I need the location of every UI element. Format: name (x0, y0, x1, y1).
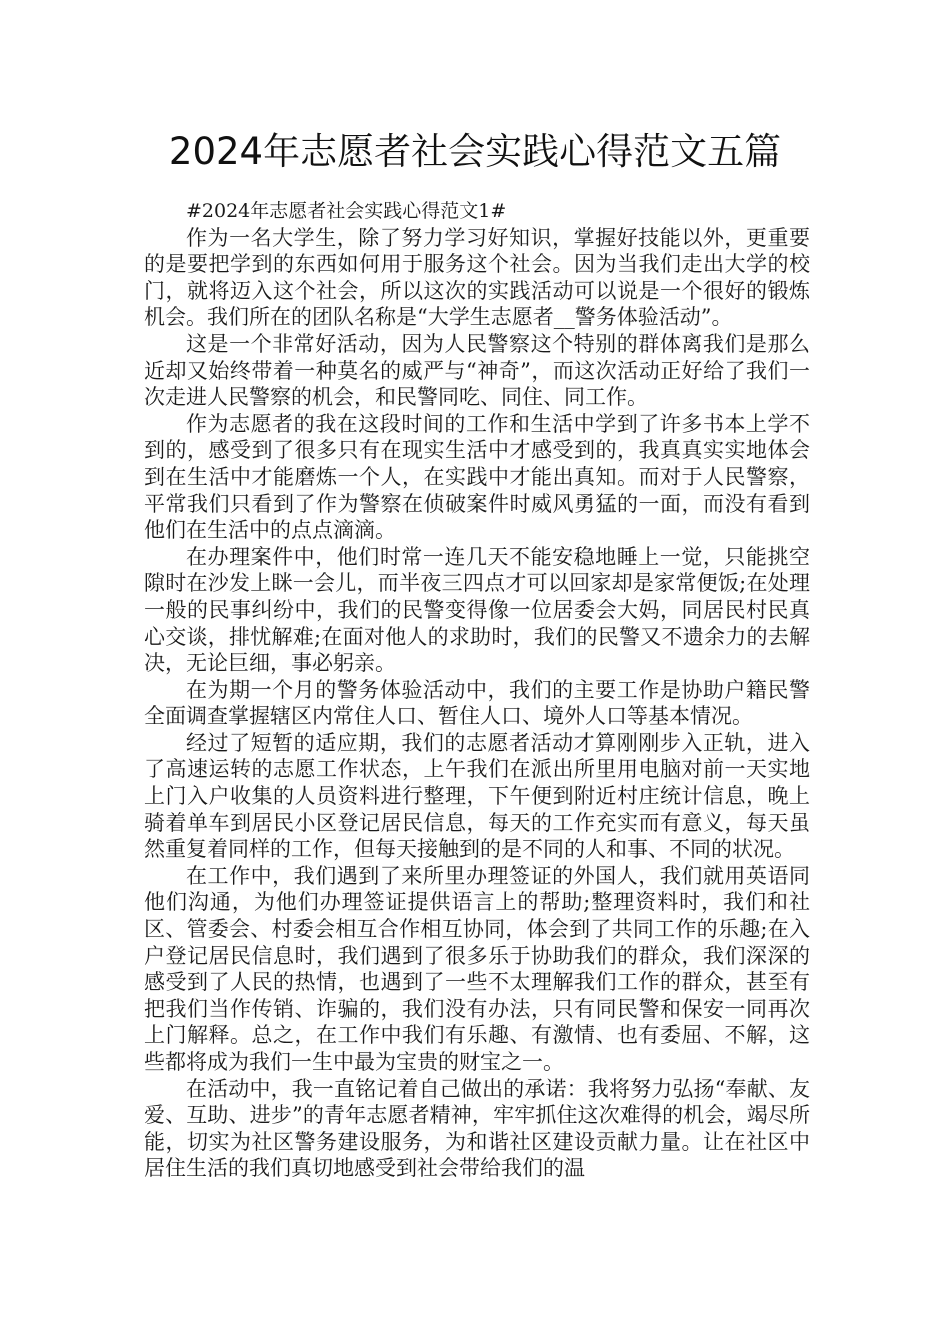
paragraph-5: 在为期一个月的警务体验活动中，我们的主要工作是协助户籍民警全面调查掌握辖区内常住人口、暂住人口、境外人口等基本情况。 (144, 677, 810, 729)
paragraph-1: 作为一名大学生，除了努力学习好知识，掌握好技能以外，更重要的是要把学到的东西如何用于服务这个社会。因为当我们走出大学的校门，就将迈入这个社会，所以这次的实践活动可以说是一个很好的锻炼机会。我们所在的团队名称是“大学生志愿者__警务体验活动”。 (144, 225, 810, 330)
paragraph-6: 经过了短暂的适应期，我们的志愿者活动才算刚刚步入正轨，进入了高速运转的志愿工作状态，上午我们在派出所里用电脑对前一天实地上门入户收集的人员资料进行整理，下午便到附近村庄统计信息，晚上骑着单车到居民小区登记居民信息，每天的工作充实而有意义，每天虽然重复着同样的工作，但每天接触到的是不同的人和事、不同的状况。 (144, 730, 810, 862)
section-heading: #2024年志愿者社会实践心得范文1# (186, 200, 507, 222)
paragraph-7: 在工作中，我们遇到了来所里办理签证的外国人，我们就用英语同他们沟通，为他们办理签证提供语言上的帮助;整理资料时，我们和社区、管委会、村委会相互合作相互协同，体会到了共同工作的乐趣;在入户登记居民信息时，我们遇到了很多乐于协助我们的群众，我们深深的感受到了人民的热情，也遇到了一些不太理解我们工作的群众，甚至有把我们当作传销、诈骗的，我们没有办法，只有同民警和保安一同再次上门解释。总之，在工作中我们有乐趣、有激情、也有委屈、不解，这些都将成为我们一生中最为宝贵的财宝之一。 (144, 863, 810, 1074)
paragraph-4: 在办理案件中，他们时常一连几天不能安稳地睡上一觉，只能挑空隙时在沙发上眯一会儿，而半夜三四点才可以回家却是家常便饭;在处理一般的民事纠纷中，我们的民警变得像一位居委会大妈，同居民村民真心交谈，排忧解难;在面对他人的求助时，我们的民警又不遗余力的去解决，无论巨细，事必躬亲。 (144, 544, 810, 676)
paragraph-2: 这是一个非常好活动，因为人民警察这个特别的群体离我们是那么近却又始终带着一种莫名的威严与“神奇”，而这次活动正好给了我们一次走进人民警察的机会，和民警同吃、同住、同工作。 (144, 331, 810, 410)
document-title: 2024年志愿者社会实践心得范文五篇 (168, 130, 782, 173)
paragraph-3: 作为志愿者的我在这段时间的工作和生活中学到了许多书本上学不到的，感受到了很多只有在现实生活中才感受到的，我真真实实地体会到在生活中才能磨炼一个人，在实践中才能出真知。而对于人民警察，平常我们只看到了作为警察在侦破案件时威风勇猛的一面，而没有看到他们在生活中的点点滴滴。 (144, 411, 810, 543)
document-body (144, 198, 810, 1182)
paragraph-8: 在活动中，我一直铭记着自己做出的承诺：我将努力弘扬“奉献、友爱、互助、进步”的青年志愿者精神，牢牢抓住这次难得的机会，竭尽所能，切实为社区警务建设服务，为和谐社区建设贡献力量。让在社区中居住生活的我们真切地感受到社会带给我们的温 (144, 1076, 810, 1181)
